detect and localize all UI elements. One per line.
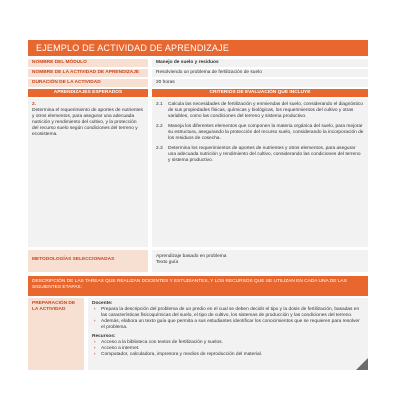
metodologia-item: Aprendizaje basado en problema <box>156 254 227 259</box>
criterio-item <box>156 102 364 120</box>
aprendizaje-cell <box>28 99 148 247</box>
sheet-title: EJEMPLO DE ACTIVIDAD DE APRENDIZAJE <box>28 40 368 56</box>
activity-sheet <box>28 40 368 370</box>
criterio-item <box>156 124 364 142</box>
aprendizaje-number: 2. <box>32 102 37 107</box>
docente-item: › Además, elabora un texto guía que permita a sus estudiantes identificar los conocimientos que se requieren para resolver el problema. <box>101 319 364 331</box>
criterio-text: Determina los requerimientos de aportes de nutrientes y otros elementos, para asegurar una adecuada nutrición y rendimiento del cultivo, considerando las condiciones del terreno y sistema productivo. <box>168 146 361 163</box>
docente-list <box>92 307 364 331</box>
header-criterios: CRITERIOS DE EVALUACIÓN QUE INCLUYE <box>152 89 368 97</box>
preparacion-content <box>88 298 368 370</box>
info-value: Resolviendo un problema de fertilización de suelo <box>152 69 368 77</box>
info-value: 20 horas <box>152 79 368 87</box>
criterio-number: 2.2 <box>156 124 163 129</box>
info-label: NOMBRE DEL MÓDULO <box>28 59 148 67</box>
recurso-item: › Computador, calculadora, impresora y medios de reproducción del material. <box>101 352 364 358</box>
info-row-actividad <box>28 69 368 77</box>
docente-title: Docente: <box>92 301 113 306</box>
info-row-modulo <box>28 59 368 67</box>
preparacion-row <box>28 298 368 370</box>
criterio-item <box>156 146 364 164</box>
metodologia-item: Texto guía <box>156 260 179 265</box>
criterio-text: Maneja los diferentes elementos que componen la materia orgánica del suelo, para mejorar su estructura, asegurando la protección del recurso suelo, considerando la incorporación de los residuos de cosecha. <box>168 124 364 141</box>
metodologias-row <box>28 250 368 272</box>
criterio-number: 2.1 <box>156 102 163 107</box>
recurso-item: › Acceso a la biblioteca con textos de fertilización y suelos. <box>101 340 364 346</box>
info-value: Manejo de suelo y residuos <box>152 59 368 67</box>
header-aprendizajes: APRENDIZAJES ESPERADOS <box>28 89 148 97</box>
recurso-item: › Acceso a internet. <box>101 346 364 352</box>
info-row-duracion <box>28 79 368 87</box>
recursos-list <box>92 340 364 358</box>
page-fold-corner <box>356 358 368 370</box>
aprendizaje-row <box>28 99 368 247</box>
recursos-title: Recursos: <box>92 334 116 339</box>
docente-item: › Prepara la descripción del problema de un predio en el cual se deben decidir el tipo y la dosis de fertilización, basadas en las características fisicoquímicas del suelo, el tipo de cultivo, los sistemas de producción y las condiciones del terreno. <box>101 307 364 319</box>
criterio-number: 2.3 <box>156 146 163 151</box>
criterio-text: Calcula las necesidades de fertilización y enmiendas del suelo, considerando el diagnóstico de sus propiedades físicas, químicas y biológicas, los requerimientos del cultivo y otras variables, como las condiciones del terreno y sistema productivo. <box>168 102 363 119</box>
metodologias-values <box>152 250 368 272</box>
metodologias-label: METODOLOGÍAS SELECCIONADAS <box>28 250 148 272</box>
info-label: NOMBRE DE LA ACTIVIDAD DE APRENDIZAJE <box>28 69 148 77</box>
preparacion-label: PREPARACIÓN DE LA ACTIVIDAD <box>28 298 84 370</box>
column-headers <box>28 89 368 97</box>
aprendizaje-text: Determina el requerimiento de aportes de nutrientes y otros elementos, para asegurar una adecuada nutrición y rendimiento del cultivo, y la protección del recurso suelo según condiciones del terreno y ecosistema. <box>32 108 143 137</box>
criterios-cell <box>152 99 368 247</box>
descripcion-bar: DESCRIPCIÓN DE LAS TAREAS QUE REALIZAN DOCENTES Y ESTUDIANTES, Y LOS RECURSOS QUE SE UTILIZAN EN CADA UNA DE LAS SIGUIENTES ETAPAS: <box>28 276 368 296</box>
info-label: DURACIÓN DE LA ACTIVIDAD <box>28 79 148 87</box>
